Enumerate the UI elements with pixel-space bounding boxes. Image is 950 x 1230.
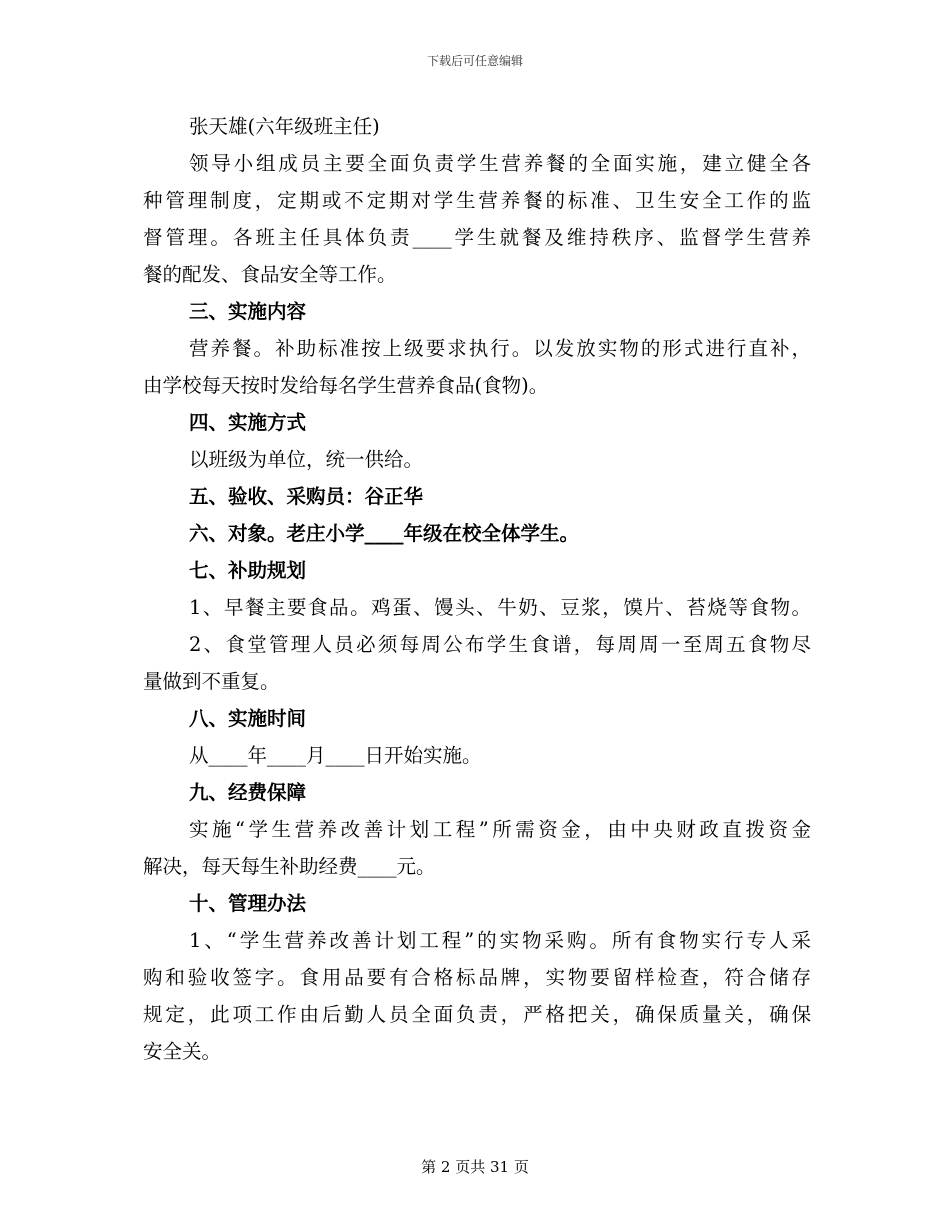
text-line-4: 督管理。各班主任具体负责____学生就餐及维持秩序、监督学生营养 <box>143 226 811 249</box>
section-heading-3: 三、实施内容 <box>189 300 307 323</box>
section-heading-5: 五、验收、采购员：谷正华 <box>189 485 424 508</box>
text-line-18: 从____年____月____日开始实施。 <box>189 744 482 767</box>
text-line-23: 1、“学生营养改善计划工程”的实物采购。所有食物实行专人采 <box>189 929 811 952</box>
text-line-15: 2、食堂管理人员必须每周公布学生食谱，每周周一至周五食物尽 <box>189 633 811 656</box>
text-line-7: 营养餐。补助标准按上级要求执行。以发放实物的形式进行直补， <box>189 337 811 360</box>
text-line-26: 安全关。 <box>143 1040 222 1063</box>
text-line-5: 餐的配发、食品安全等工作。 <box>143 263 397 286</box>
text-line-20: 实施“学生营养改善计划工程”所需资金，由中央财政直拨资金 <box>189 818 811 841</box>
text-line-24: 购和验收签字。食用品要有合格标品牌，实物要留样检查，符合储存 <box>143 966 811 989</box>
section-heading-6: 六、对象。老庄小学____年级在校全体学生。 <box>189 522 580 545</box>
section-heading-8: 八、实施时间 <box>189 707 307 730</box>
section-heading-10: 十、管理办法 <box>189 892 307 915</box>
text-line-14: 1、早餐主要食品。鸡蛋、馒头、牛奶、豆浆，馍片、苔烧等食物。 <box>189 596 811 619</box>
page-footer: 第 2 页共 31 页 <box>421 1158 529 1176</box>
page-header-note: 下载后可任意编辑 <box>426 54 523 68</box>
text-line-16: 量做到不重复。 <box>143 670 280 693</box>
text-line-21: 解决，每天每生补助经费____元。 <box>143 855 436 878</box>
section-heading-9: 九、经费保障 <box>189 781 307 804</box>
text-line-25: 规定，此项工作由后勤人员全面负责，严格把关，确保质量关，确保 <box>143 1003 811 1026</box>
text-line-8: 由学校每天按时发给每名学生营养食品(食物)。 <box>143 374 549 397</box>
text-line-10: 以班级为单位，统一供给。 <box>189 448 424 471</box>
section-heading-7: 七、补助规划 <box>189 559 307 582</box>
text-line-2: 领导小组成员主要全面负责学生营养餐的全面实施，建立健全各 <box>189 152 811 175</box>
text-line-1: 张天雄(六年级班主任) <box>189 115 380 138</box>
text-line-3: 种管理制度，定期或不定期对学生营养餐的标准、卫生安全工作的监 <box>143 189 811 212</box>
section-heading-4: 四、实施方式 <box>189 411 307 434</box>
